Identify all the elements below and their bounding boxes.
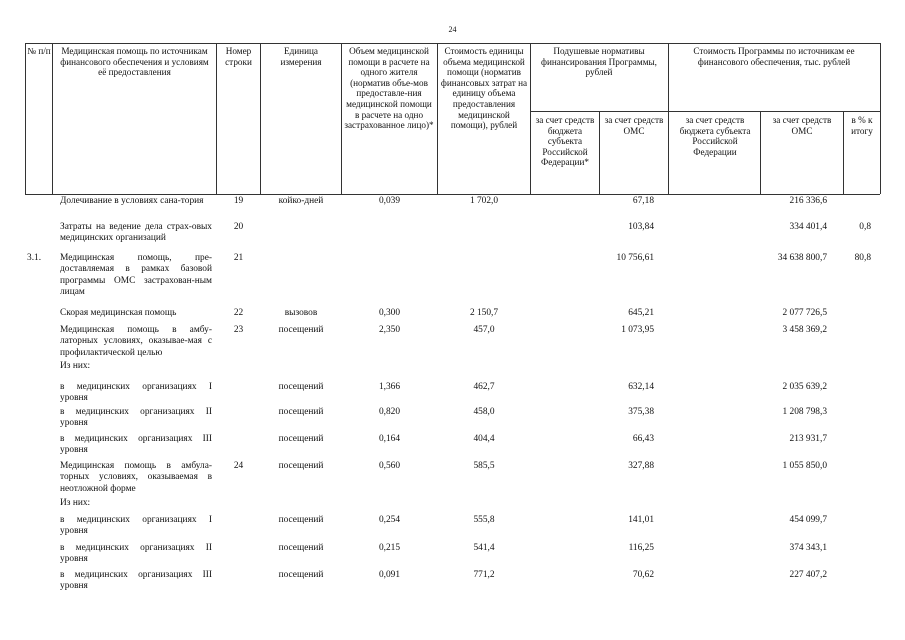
- row-norm-oms: 67,18: [632, 196, 654, 206]
- row-unit: посещений: [278, 434, 324, 444]
- row-unit-cost: 2 150,7: [469, 308, 499, 318]
- row-name: в медицинских организациях II уровня: [60, 543, 212, 565]
- header-cost-oms: за счет средств ОМС: [772, 115, 832, 136]
- row-norm-oms: 103,84: [628, 222, 654, 232]
- row-percent: 0,8: [859, 222, 871, 232]
- row-name: в медицинских организациях I уровня: [60, 515, 212, 537]
- header-divider: [341, 43, 342, 194]
- row-unit: посещений: [278, 570, 324, 580]
- row-cost-oms: 216 336,6: [789, 196, 827, 206]
- row-volume: 0,164: [378, 434, 401, 444]
- row-name: Затраты на ведение дела страх-овых медицинских организаций: [60, 222, 212, 244]
- row-unit: вызовов: [284, 308, 318, 318]
- row-number: 21: [233, 253, 244, 263]
- header-bottom-border: [25, 194, 880, 195]
- row-norm-oms: 141,01: [628, 515, 654, 525]
- row-cost-oms: 1 055 850,0: [782, 461, 827, 471]
- header-num: № п/п: [27, 46, 51, 56]
- row-volume: 0,091: [378, 570, 401, 580]
- row-name: Долечивание в условиях сана-тория: [60, 196, 204, 206]
- header-divider: [843, 111, 844, 194]
- row-unit-cost: 555,8: [473, 515, 495, 525]
- header-norm-budget: за счет средств бюджета субъекта Российской Федерации*: [535, 115, 595, 168]
- header-divider: [668, 43, 669, 194]
- row-volume: 0,300: [378, 308, 401, 318]
- page-number: 24: [448, 25, 457, 34]
- row-norm-oms: 1 073,95: [621, 325, 654, 335]
- row-name: Медицинская помощь в амбула-торных условиях, оказываемая в неотложной форме: [60, 461, 212, 494]
- header-per-capita-norms: Подушевые нормативы финансирования Программы, рублей: [541, 46, 657, 78]
- row-cost-oms: 34 638 800,7: [777, 253, 827, 263]
- row-name: в медицинских организациях III уровня: [60, 434, 212, 456]
- row-volume: 2,350: [378, 325, 401, 335]
- row-unit-cost: 404,4: [473, 434, 495, 444]
- row-cost-oms: 227 407,2: [789, 570, 827, 580]
- row-name: Из них:: [60, 498, 91, 508]
- row-volume: 0,254: [378, 515, 401, 525]
- row-unit-cost: 541,4: [473, 543, 495, 553]
- row-name: Медицинская помощь, пре-доставляемая в рамках базовой программы ОМС застрахован-ным лицам: [60, 253, 212, 298]
- row-norm-oms: 327,88: [628, 461, 654, 471]
- row-unit: посещений: [278, 515, 324, 525]
- row-index: 3.1.: [27, 253, 42, 263]
- row-name: Медицинская помощь в амбу-латорных условиях, оказывае-мая с профилактической целью: [60, 325, 212, 358]
- row-unit-cost: 771,2: [473, 570, 495, 580]
- row-volume: 1,366: [378, 382, 401, 392]
- row-volume: 0,039: [378, 196, 401, 206]
- header-sub-border: [530, 111, 880, 112]
- row-unit: посещений: [278, 325, 324, 335]
- header-divider: [437, 43, 438, 194]
- row-volume: 0,560: [378, 461, 401, 471]
- header-divider: [880, 43, 881, 194]
- row-cost-oms: 454 099,7: [789, 515, 827, 525]
- header-cost-percent: в % к итогу: [851, 115, 873, 136]
- row-percent: 80,8: [854, 253, 871, 263]
- header-divider: [260, 43, 261, 194]
- header-unit: Единица измерения: [280, 46, 322, 67]
- header-program-cost: Стоимость Программы по источникам ее финансового обеспечения, тыс. рублей: [693, 46, 855, 67]
- row-name: в медицинских организациях III уровня: [60, 570, 212, 592]
- header-divider: [25, 43, 26, 194]
- row-norm-oms: 645,21: [628, 308, 654, 318]
- row-cost-oms: 3 458 369,2: [782, 325, 827, 335]
- header-unit-cost: Стоимость единицы объема медицинской помощи (норматив финансовых затрат на единицу объема предоставления медицинской помощи), рублей: [440, 46, 528, 131]
- row-unit-cost: 585,5: [473, 461, 495, 471]
- row-volume: 0,820: [378, 407, 401, 417]
- row-cost-oms: 334 401,4: [789, 222, 827, 232]
- row-unit: посещений: [278, 543, 324, 553]
- row-volume: 0,215: [378, 543, 401, 553]
- row-unit: посещений: [278, 407, 324, 417]
- row-cost-oms: 213 931,7: [789, 434, 827, 444]
- row-cost-oms: 2 077 726,5: [782, 308, 827, 318]
- row-unit: койко-дней: [278, 196, 324, 206]
- row-unit-cost: 462,7: [473, 382, 495, 392]
- header-norm-oms: за счет средств ОМС: [604, 115, 664, 136]
- header-name: Медицинская помощь по источникам финансового обеспечения и условиям её предоставления: [60, 46, 209, 78]
- row-norm-oms: 10 756,61: [616, 253, 654, 263]
- row-norm-oms: 375,38: [628, 407, 654, 417]
- header-cost-budget: за счет средств бюджета субъекта Российской Федерации: [679, 115, 751, 157]
- row-number: 19: [233, 196, 244, 206]
- row-name: Скорая медицинская помощь: [60, 308, 177, 318]
- row-norm-oms: 70,62: [632, 570, 654, 580]
- row-unit-cost: 457,0: [473, 325, 495, 335]
- row-number: 20: [233, 222, 244, 232]
- header-divider: [760, 111, 761, 194]
- row-number: 23: [233, 325, 244, 335]
- row-number: 22: [233, 308, 244, 318]
- row-unit-cost: 458,0: [473, 407, 495, 417]
- row-norm-oms: 116,25: [628, 543, 654, 553]
- row-name: в медицинских организациях II уровня: [60, 407, 212, 429]
- header-row-number: Номер строки: [225, 46, 252, 67]
- row-cost-oms: 374 343,1: [789, 543, 827, 553]
- row-number: 24: [233, 461, 244, 471]
- row-norm-oms: 66,43: [632, 434, 654, 444]
- header-top-border: [25, 43, 880, 44]
- row-cost-oms: 1 208 798,3: [782, 407, 827, 417]
- row-cost-oms: 2 035 639,2: [782, 382, 827, 392]
- row-unit: посещений: [278, 461, 324, 471]
- row-norm-oms: 632,14: [628, 382, 654, 392]
- header-divider: [52, 43, 53, 194]
- header-divider: [599, 111, 600, 194]
- row-name: в медицинских организациях I уровня: [60, 382, 212, 404]
- row-unit: посещений: [278, 382, 324, 392]
- header-volume: Объем медицинской помощи в расчете на одного жителя (норматив объе-мов предоставле-ния медицинской помощи в расчете на одно застрахованное лицо)*: [344, 46, 434, 131]
- row-unit-cost: 1 702,0: [469, 196, 499, 206]
- header-divider: [530, 43, 531, 194]
- row-name: Из них:: [60, 361, 91, 371]
